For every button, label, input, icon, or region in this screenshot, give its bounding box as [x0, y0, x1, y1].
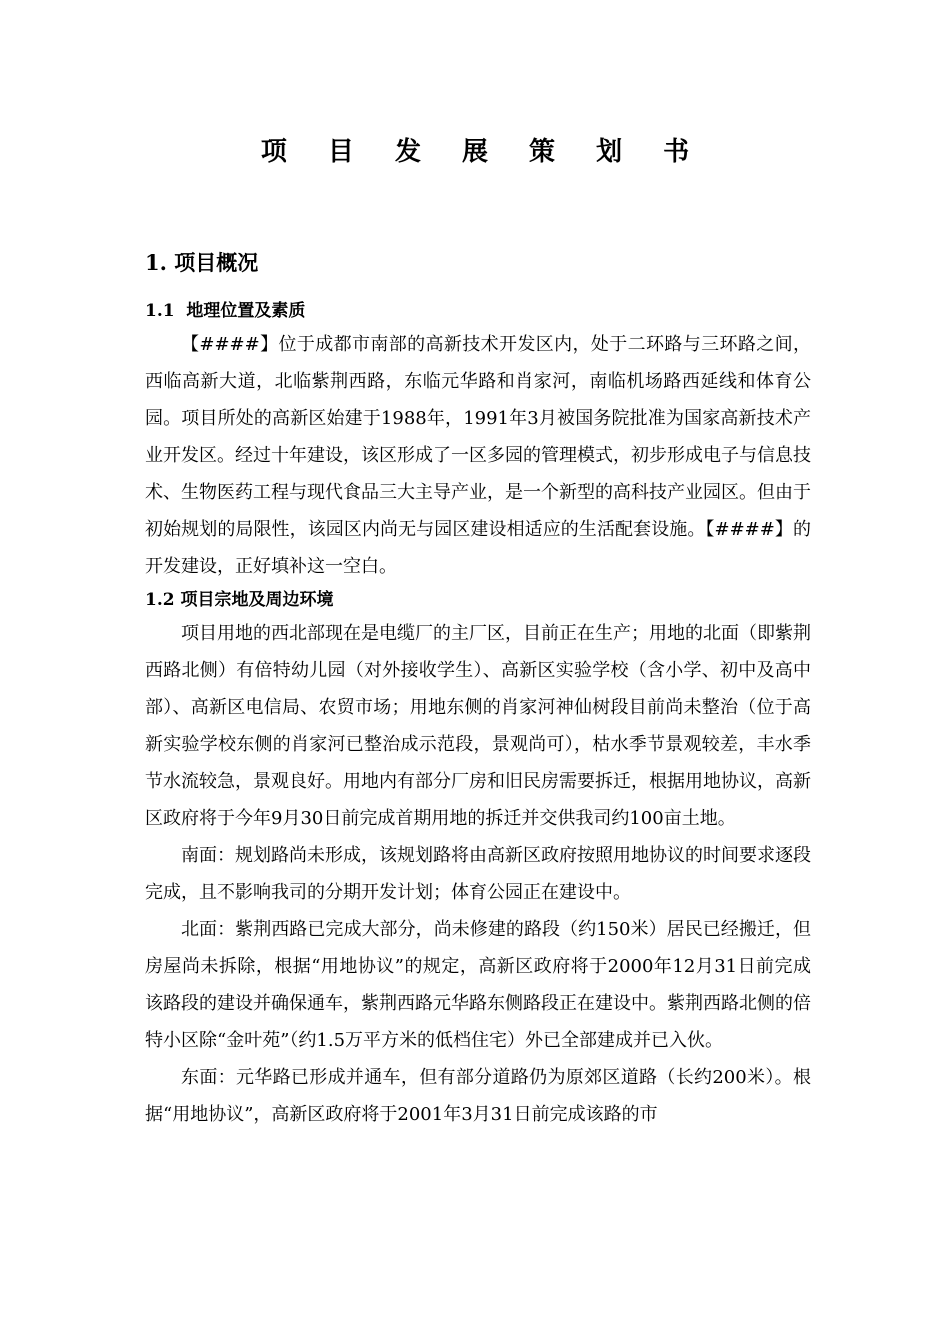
subsection-heading-location: 1.1 地理位置及素质: [145, 301, 306, 321]
paragraph-site-north: 北面：紫荆西路已完成大部分，尚未修建的路段（约150米）居民已经搬迁，但房屋尚未拆除，根据“用地协议”的规定，高新区政府将于2000年12月31日前完成该路段的建设并确保通车，紫荆西路元华路东侧路段正在建设中。紫荆西路北侧的倍特小区除“金叶苑”（约1.5万平方米的低档住宅）外已全部建成并已入伙。: [145, 919, 811, 1051]
document-title: 项 目 发 展 策 划 书: [260, 137, 706, 167]
paragraph-site-east: 东面：元华路已形成并通车，但有部分道路仍为原郊区道路（长约200米）。根据“用地协议”，高新区政府将于2001年3月31日前完成该路的市: [145, 1067, 811, 1125]
section-heading-project-overview: 1. 项目概况: [145, 250, 259, 275]
paragraph-location: 【####】位于成都市南部的高新技术开发区内，处于二环路与三环路之间，西临高新大道，北临紫荆西路，东临元华路和肖家河，南临机场路西延线和体育公园。项目所处的高新区始建于1988年，1991年3月被国务院批准为国家高新技术产业开发区。经过十年建设，该区形成了一区多园的管理模式，初步形成电子与信息技术、生物医药工程与现代食品三大主导产业，是一个新型的高科技产业园区。但由于初始规划的局限性，该园区内尚无与园区建设相适应的生活配套设施。【####】的开发建设，正好填补这一空白。: [145, 334, 811, 577]
paragraph-site-northwest: 项目用地的西北部现在是电缆厂的主厂区，目前正在生产；用地的北面（即紫荆西路北侧）有倍特幼儿园（对外接收学生）、高新区实验学校（含小学、初中及高中部）、高新区电信局、农贸市场；用地东侧的肖家河神仙树段目前尚未整治（位于高新实验学校东侧的肖家河已整治成示范段，景观尚可），枯水季节景观较差，丰水季节水流较急，景观良好。用地内有部分厂房和旧民房需要拆迁，根据用地协议，高新区政府将于今年9月30日前完成首期用地的拆迁并交供我司约100亩土地。: [145, 623, 811, 829]
paragraph-site-south: 南面：规划路尚未形成，该规划路将由高新区政府按照用地协议的时间要求逐段完成，且不影响我司的分期开发计划；体育公园正在建设中。: [145, 845, 811, 903]
document-body: [145, 246, 811, 1133]
subsection-heading-site-environment: 1.2 项目宗地及周边环境: [145, 590, 334, 610]
